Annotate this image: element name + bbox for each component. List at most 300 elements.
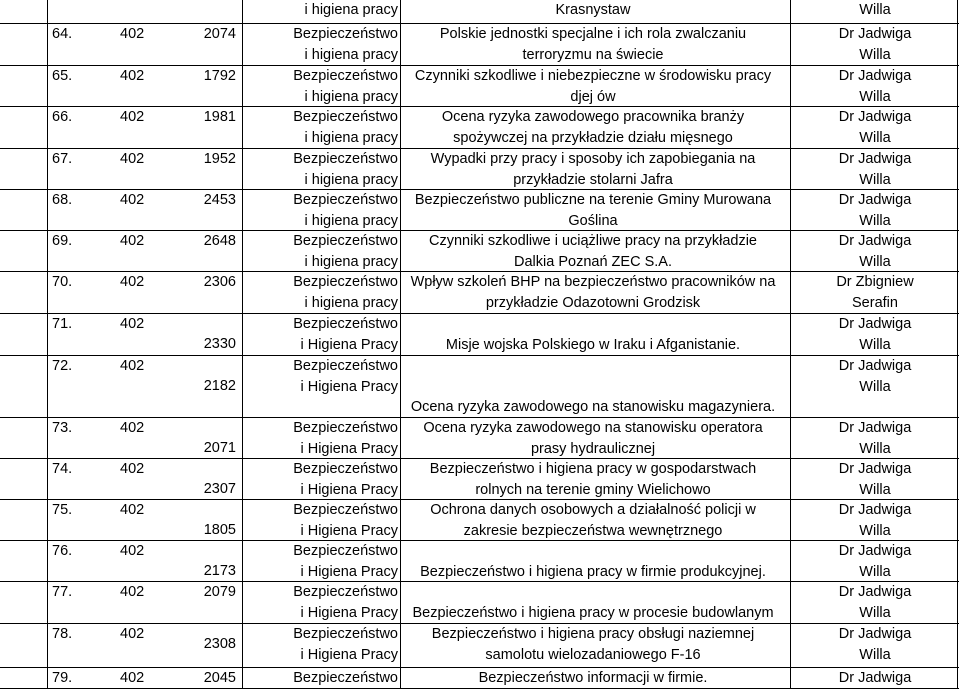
column-divider bbox=[400, 541, 401, 581]
field-code bbox=[120, 231, 152, 271]
column-divider bbox=[242, 0, 243, 23]
row-number bbox=[52, 624, 88, 667]
column-divider bbox=[242, 190, 243, 230]
thesis-title bbox=[402, 668, 784, 688]
table-row bbox=[0, 24, 959, 66]
field-of-study-line: i higiena pracy bbox=[304, 2, 398, 18]
table-row bbox=[0, 272, 959, 314]
row-number bbox=[52, 356, 88, 417]
row-number bbox=[52, 582, 88, 623]
column-divider bbox=[790, 500, 791, 540]
thesis-id-line bbox=[156, 0, 236, 21]
table-row bbox=[0, 668, 959, 689]
supervisor bbox=[794, 541, 956, 581]
column-divider bbox=[790, 668, 791, 688]
column-divider bbox=[400, 107, 401, 148]
field-of-study bbox=[246, 582, 398, 623]
field-code bbox=[120, 624, 152, 667]
column-divider bbox=[790, 624, 791, 667]
column-divider bbox=[400, 0, 401, 23]
field-of-study-line: i Higiena Pracy bbox=[300, 563, 398, 580]
field-of-study bbox=[246, 668, 398, 688]
row-number bbox=[52, 272, 88, 313]
thesis-title bbox=[402, 624, 784, 667]
supervisor bbox=[794, 314, 956, 355]
column-divider bbox=[790, 66, 791, 106]
field-code bbox=[120, 0, 152, 23]
supervisor-line: Willa bbox=[859, 440, 891, 457]
row-number-line: 76. bbox=[52, 543, 73, 559]
thesis-id-line: 1792 bbox=[203, 68, 236, 84]
field-code bbox=[120, 582, 152, 623]
column-divider bbox=[400, 66, 401, 106]
thesis-title bbox=[402, 418, 784, 458]
supervisor-line: Willa bbox=[859, 481, 891, 498]
column-divider bbox=[400, 418, 401, 458]
row-number bbox=[52, 149, 88, 189]
thesis-id bbox=[156, 634, 236, 667]
row-number bbox=[52, 190, 88, 230]
thesis-title-line: Misje wojska Polskiego w Iraku i Afganistanie. bbox=[445, 336, 741, 353]
thesis-title bbox=[402, 272, 784, 313]
field-code-line: 402 bbox=[120, 626, 145, 642]
column-divider bbox=[242, 24, 243, 65]
thesis-id bbox=[156, 272, 236, 313]
thesis-id bbox=[156, 479, 236, 499]
field-code bbox=[120, 149, 152, 189]
thesis-id bbox=[156, 24, 236, 65]
table-row bbox=[0, 231, 959, 272]
column-divider bbox=[242, 356, 243, 417]
supervisor-line: Dr Jadwiga bbox=[838, 26, 912, 42]
field-code bbox=[120, 356, 152, 417]
thesis-title-line: Ocena ryzyka zawodowego na stanowisku magazyniera. bbox=[410, 399, 776, 415]
field-code bbox=[120, 24, 152, 65]
column-divider bbox=[790, 541, 791, 581]
thesis-title-line: Dalkia Poznań ZEC S.A. bbox=[514, 253, 672, 270]
supervisor-line: Willa bbox=[859, 378, 891, 395]
thesis-title-line bbox=[402, 314, 784, 335]
row-number-line: 77. bbox=[52, 584, 73, 600]
field-of-study bbox=[246, 500, 398, 540]
column-divider bbox=[242, 149, 243, 189]
supervisor bbox=[794, 24, 956, 65]
row-number-line: 79. bbox=[52, 670, 73, 686]
column-divider bbox=[790, 231, 791, 271]
row-number-line: 74. bbox=[52, 461, 73, 477]
field-code-line: 402 bbox=[120, 274, 145, 290]
thesis-id bbox=[156, 231, 236, 271]
field-code bbox=[120, 459, 152, 499]
supervisor-line: Dr Jadwiga bbox=[838, 502, 912, 518]
field-of-study-line: Bezpieczeństwo bbox=[293, 358, 398, 374]
supervisor bbox=[794, 624, 956, 667]
supervisor-line: Dr Zbigniew bbox=[836, 274, 914, 290]
field-code bbox=[120, 190, 152, 230]
column-divider bbox=[400, 356, 401, 417]
supervisor bbox=[794, 459, 956, 499]
supervisor-line: Dr Jadwiga bbox=[838, 109, 912, 125]
supervisor-line: Willa bbox=[859, 171, 891, 188]
thesis-title bbox=[402, 24, 784, 65]
supervisor bbox=[794, 231, 956, 271]
supervisor-line: Dr Jadwiga bbox=[838, 233, 912, 249]
field-code-line: 402 bbox=[120, 233, 145, 249]
table-row bbox=[0, 107, 959, 149]
row-number bbox=[52, 231, 88, 271]
thesis-title-line bbox=[402, 582, 784, 603]
column-divider bbox=[242, 624, 243, 667]
table-row bbox=[0, 500, 959, 541]
field-code bbox=[120, 500, 152, 540]
supervisor-line: Dr Jadwiga bbox=[838, 151, 912, 167]
column-divider bbox=[400, 272, 401, 313]
thesis-title bbox=[402, 149, 784, 189]
column-divider bbox=[400, 149, 401, 189]
supervisor-line: Willa bbox=[859, 212, 891, 229]
column-divider bbox=[242, 314, 243, 355]
column-divider bbox=[790, 356, 791, 417]
thesis-id-line: 2173 bbox=[203, 563, 236, 579]
table-row bbox=[0, 190, 959, 231]
field-of-study bbox=[246, 624, 398, 667]
thesis-title-line: przykładzie stolarni Jafra bbox=[513, 171, 673, 188]
thesis-id-line: 2079 bbox=[203, 584, 236, 600]
supervisor-line: Serafin bbox=[852, 294, 898, 311]
thesis-title-line bbox=[402, 541, 784, 562]
field-code-line: 402 bbox=[120, 543, 145, 559]
field-of-study-line: i higiena pracy bbox=[304, 88, 398, 105]
supervisor bbox=[794, 190, 956, 230]
table-row bbox=[0, 582, 959, 624]
thesis-title-line: spożywczej na przykładzie działu mięsnego bbox=[453, 129, 733, 146]
table-row bbox=[0, 356, 959, 418]
thesis-title bbox=[402, 356, 784, 417]
field-of-study-line: Bezpieczeństwo bbox=[293, 233, 398, 249]
thesis-title-line: rolnych na terenie gminy Wielichowo bbox=[475, 481, 711, 498]
row-number-line: 70. bbox=[52, 274, 73, 290]
thesis-title-line: Goślina bbox=[568, 212, 618, 229]
thesis-id bbox=[156, 668, 236, 688]
supervisor-line: Dr Jadwiga bbox=[838, 584, 912, 600]
field-code-line: 402 bbox=[120, 68, 145, 84]
thesis-id bbox=[156, 0, 236, 23]
field-code bbox=[120, 66, 152, 106]
thesis-title bbox=[402, 459, 784, 499]
row-number-line bbox=[52, 0, 88, 21]
thesis-title-line: zakresie bezpieczeństwa wewnętrznego bbox=[463, 522, 723, 539]
column-divider bbox=[790, 272, 791, 313]
thesis-id-line: 1952 bbox=[203, 151, 236, 167]
column-divider bbox=[400, 190, 401, 230]
thesis-title bbox=[402, 0, 784, 23]
column-divider bbox=[242, 272, 243, 313]
column-divider bbox=[790, 0, 791, 23]
field-of-study-line: Bezpieczeństwo bbox=[293, 626, 398, 642]
row-number-line: 78. bbox=[52, 626, 73, 642]
column-divider bbox=[790, 314, 791, 355]
thesis-title bbox=[402, 541, 784, 581]
thesis-title bbox=[402, 66, 784, 106]
supervisor bbox=[794, 356, 956, 417]
thesis-title-line: Krasnystaw bbox=[555, 2, 631, 18]
field-of-study-line: Bezpieczeństwo bbox=[293, 151, 398, 167]
field-of-study bbox=[246, 459, 398, 499]
thesis-id bbox=[156, 376, 236, 417]
thesis-title-line: djej ów bbox=[570, 88, 616, 105]
thesis-id bbox=[156, 582, 236, 623]
row-number-line: 73. bbox=[52, 420, 73, 436]
field-code-line: 402 bbox=[120, 316, 145, 332]
field-of-study bbox=[246, 0, 398, 23]
field-of-study-line: Bezpieczeństwo bbox=[293, 584, 398, 600]
row-number bbox=[52, 24, 88, 65]
row-number-line: 69. bbox=[52, 233, 73, 249]
thesis-id-line: 2074 bbox=[203, 26, 236, 42]
thesis-title-line: Wpływ szkoleń BHP na bezpieczeństwo pracowników na bbox=[410, 274, 776, 290]
table-row bbox=[0, 418, 959, 459]
supervisor bbox=[794, 149, 956, 189]
field-of-study-line: i Higiena Pracy bbox=[300, 604, 398, 621]
column-divider bbox=[790, 459, 791, 499]
thesis-title-line: Ochrona danych osobowych a działalność policji w bbox=[430, 502, 756, 518]
supervisor-line: Dr Jadwiga bbox=[838, 626, 912, 642]
field-of-study-line: i Higiena Pracy bbox=[300, 481, 398, 498]
supervisor-line: Willa bbox=[859, 522, 891, 539]
column-divider bbox=[400, 624, 401, 667]
table-row bbox=[0, 66, 959, 107]
row-number bbox=[52, 459, 88, 499]
field-of-study bbox=[246, 356, 398, 417]
table-row bbox=[0, 149, 959, 190]
field-code-line: 402 bbox=[120, 461, 145, 477]
supervisor-line: Willa bbox=[859, 336, 891, 353]
field-code bbox=[120, 418, 152, 458]
table-row bbox=[0, 624, 959, 668]
thesis-title bbox=[402, 582, 784, 623]
column-divider bbox=[400, 24, 401, 65]
thesis-id-line: 2182 bbox=[203, 378, 236, 394]
thesis-id bbox=[156, 334, 236, 355]
column-divider bbox=[242, 231, 243, 271]
field-of-study-line: i Higiena Pracy bbox=[300, 378, 398, 395]
field-of-study-line: Bezpieczeństwo bbox=[293, 26, 398, 42]
thesis-id-line: 2330 bbox=[203, 336, 236, 352]
supervisor bbox=[794, 272, 956, 313]
supervisor-line: Willa bbox=[859, 129, 891, 146]
supervisor bbox=[794, 418, 956, 458]
row-number bbox=[52, 314, 88, 355]
field-of-study-line: i higiena pracy bbox=[304, 212, 398, 229]
column-divider bbox=[400, 668, 401, 688]
thesis-title bbox=[402, 500, 784, 540]
column-divider bbox=[790, 107, 791, 148]
column-divider bbox=[242, 500, 243, 540]
row-number bbox=[52, 541, 88, 581]
row-number bbox=[52, 0, 88, 23]
column-divider bbox=[790, 418, 791, 458]
supervisor-line: Dr Jadwiga bbox=[838, 316, 912, 332]
thesis-id-line: 2045 bbox=[203, 670, 236, 686]
table-row bbox=[0, 314, 959, 356]
thesis-title-line bbox=[402, 377, 784, 398]
thesis-id-line: 2308 bbox=[203, 636, 236, 652]
table-row bbox=[0, 0, 959, 24]
thesis-title-line: przykładzie Odazotowni Grodzisk bbox=[485, 294, 701, 311]
supervisor-line: Willa bbox=[859, 88, 891, 105]
column-divider bbox=[242, 66, 243, 106]
thesis-title-line: Ocena ryzyka zawodowego pracownika branży bbox=[441, 109, 745, 125]
supervisor bbox=[794, 582, 956, 623]
thesis-title-line: samolotu wielozadaniowego F-16 bbox=[485, 646, 701, 663]
field-of-study-line: Bezpieczeństwo bbox=[293, 420, 398, 436]
row-number bbox=[52, 418, 88, 458]
thesis-title-line: Bezpieczeństwo i higiena pracy w gospodarstwach bbox=[429, 461, 757, 477]
thesis-id-line: 2453 bbox=[203, 192, 236, 208]
field-of-study bbox=[246, 24, 398, 65]
supervisor-line: Willa bbox=[859, 2, 891, 18]
thesis-id bbox=[156, 520, 236, 540]
field-of-study-line: i Higiena Pracy bbox=[300, 336, 398, 353]
field-code-line: 402 bbox=[120, 502, 145, 518]
thesis-title-line: Bezpieczeństwo publiczne na terenie Gminy Murowana bbox=[414, 192, 772, 208]
field-of-study-line: Bezpieczeństwo bbox=[293, 68, 398, 84]
thesis-title-line: Bezpieczeństwo i higiena pracy w firmie produkcyjnej. bbox=[420, 563, 766, 580]
thesis-id bbox=[156, 561, 236, 581]
thesis-title-line: Czynniki szkodliwe i uciążliwe pracy na przykładzie bbox=[429, 233, 757, 249]
thesis-title bbox=[402, 190, 784, 230]
thesis-id bbox=[156, 149, 236, 189]
thesis-title bbox=[402, 107, 784, 148]
thesis-id bbox=[156, 190, 236, 230]
supervisor bbox=[794, 0, 956, 23]
row-number bbox=[52, 107, 88, 148]
field-code-line bbox=[120, 0, 152, 21]
column-divider bbox=[400, 500, 401, 540]
supervisor-line: Willa bbox=[859, 253, 891, 270]
thesis-id-line: 1805 bbox=[203, 522, 236, 538]
field-of-study bbox=[246, 190, 398, 230]
field-of-study bbox=[246, 314, 398, 355]
thesis-title-line: Czynniki szkodliwe i niebezpieczne w środowisku pracy bbox=[414, 68, 772, 84]
thesis-title-line: Ocena ryzyka zawodowego na stanowisku operatora bbox=[423, 420, 763, 436]
field-of-study bbox=[246, 418, 398, 458]
field-of-study-line: Bezpieczeństwo bbox=[293, 316, 398, 332]
field-of-study-line: Bezpieczeństwo bbox=[293, 670, 398, 686]
column-divider bbox=[242, 541, 243, 581]
row-number bbox=[52, 500, 88, 540]
row-number-line: 72. bbox=[52, 358, 73, 374]
row-number bbox=[52, 668, 88, 688]
field-code-line: 402 bbox=[120, 584, 145, 600]
field-code bbox=[120, 272, 152, 313]
row-number-line: 68. bbox=[52, 192, 73, 208]
field-code-line: 402 bbox=[120, 151, 145, 167]
column-divider bbox=[790, 582, 791, 623]
table-row bbox=[0, 459, 959, 500]
field-of-study-line: Bezpieczeństwo bbox=[293, 192, 398, 208]
column-divider bbox=[790, 24, 791, 65]
row-number-line: 66. bbox=[52, 109, 73, 125]
row-number-line: 75. bbox=[52, 502, 73, 518]
supervisor bbox=[794, 668, 956, 688]
field-of-study-line: Bezpieczeństwo bbox=[293, 502, 398, 518]
field-code bbox=[120, 668, 152, 688]
field-code bbox=[120, 541, 152, 581]
column-divider bbox=[242, 582, 243, 623]
thesis-id bbox=[156, 438, 236, 458]
field-code-line: 402 bbox=[120, 109, 145, 125]
field-of-study-line: Bezpieczeństwo bbox=[293, 109, 398, 125]
thesis-id bbox=[156, 66, 236, 106]
thesis-id bbox=[156, 107, 236, 148]
thesis-title-line: Bezpieczeństwo i higiena pracy w procesie budowlanym bbox=[412, 604, 774, 621]
field-code-line: 402 bbox=[120, 192, 145, 208]
field-of-study-line: i higiena pracy bbox=[304, 294, 398, 311]
thesis-id-line: 2071 bbox=[203, 440, 236, 456]
supervisor bbox=[794, 66, 956, 106]
supervisor-line: Dr Jadwiga bbox=[838, 543, 912, 559]
thesis-title-line bbox=[402, 356, 784, 377]
supervisor-line: Willa bbox=[859, 46, 891, 63]
field-of-study-line: i higiena pracy bbox=[304, 46, 398, 63]
field-of-study bbox=[246, 272, 398, 313]
field-of-study-line: i higiena pracy bbox=[304, 171, 398, 188]
field-code-line: 402 bbox=[120, 358, 145, 374]
field-of-study-line: Bezpieczeństwo bbox=[293, 461, 398, 477]
column-divider bbox=[400, 314, 401, 355]
thesis-title-line: Wypadki przy pracy i sposoby ich zapobiegania na bbox=[430, 151, 756, 167]
table-row bbox=[0, 541, 959, 582]
field-of-study-line: i Higiena Pracy bbox=[300, 522, 398, 539]
thesis-id-line: 2307 bbox=[203, 481, 236, 497]
field-of-study bbox=[246, 541, 398, 581]
thesis-id-line: 2306 bbox=[203, 274, 236, 290]
thesis-id-line: 2648 bbox=[203, 233, 236, 249]
field-of-study-line: i higiena pracy bbox=[304, 129, 398, 146]
supervisor-line: Willa bbox=[859, 604, 891, 621]
column-divider bbox=[242, 668, 243, 688]
field-of-study-line: i higiena pracy bbox=[304, 253, 398, 270]
supervisor-line: Dr Jadwiga bbox=[838, 670, 912, 686]
field-code-line: 402 bbox=[120, 420, 145, 436]
thesis-title-line: prasy hydraulicznej bbox=[530, 440, 656, 457]
thesis-title-line: Polskie jednostki specjalne i ich rola zwalczaniu bbox=[439, 26, 747, 42]
column-divider bbox=[400, 459, 401, 499]
supervisor-line: Willa bbox=[859, 563, 891, 580]
supervisor-line: Dr Jadwiga bbox=[838, 192, 912, 208]
field-of-study bbox=[246, 149, 398, 189]
field-of-study-line: i Higiena Pracy bbox=[300, 646, 398, 663]
thesis-title-line: Bezpieczeństwo informacji w firmie. bbox=[478, 670, 708, 686]
row-number-line: 64. bbox=[52, 26, 73, 42]
supervisor bbox=[794, 107, 956, 148]
field-code bbox=[120, 107, 152, 148]
row-number-line: 71. bbox=[52, 316, 73, 332]
field-of-study bbox=[246, 107, 398, 148]
supervisor bbox=[794, 500, 956, 540]
supervisor-line: Willa bbox=[859, 646, 891, 663]
column-divider bbox=[790, 190, 791, 230]
thesis-title bbox=[402, 314, 784, 355]
thesis-id-line: 1981 bbox=[203, 109, 236, 125]
supervisor-line: Dr Jadwiga bbox=[838, 420, 912, 436]
field-of-study-line: Bezpieczeństwo bbox=[293, 543, 398, 559]
row-number-line: 67. bbox=[52, 151, 73, 167]
column-divider bbox=[790, 149, 791, 189]
supervisor-line: Dr Jadwiga bbox=[838, 358, 912, 374]
column-divider bbox=[242, 107, 243, 148]
